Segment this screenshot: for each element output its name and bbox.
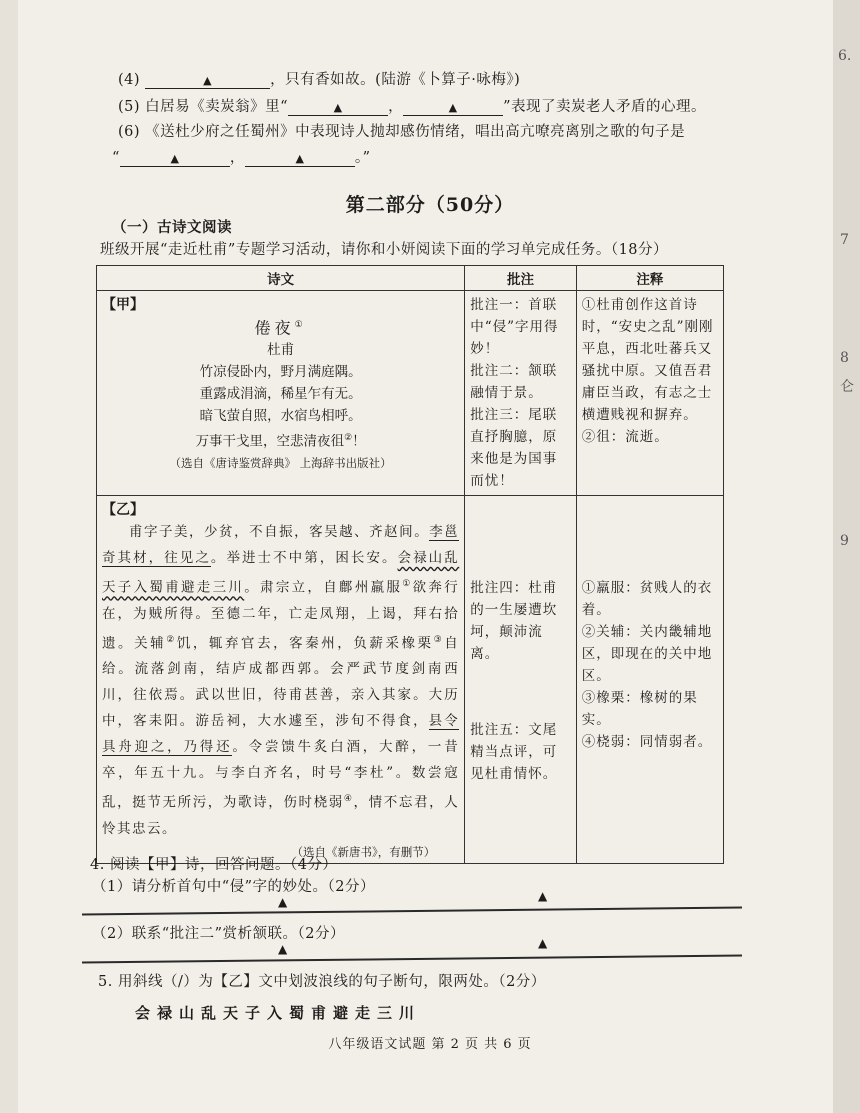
question-5: 5. 用斜线（/）为【乙】文中划波浪线的句子断句，限两处。（2分） bbox=[98, 974, 546, 990]
note-yi-1: ①羸服：贫贱人的衣着。 bbox=[581, 580, 713, 618]
fill-question-5: (5) 白居易《卖炭翁》里“ ▲ ， ▲ ”表现了卖炭老人矛盾的心理。 bbox=[118, 99, 706, 115]
answer-marker: ▲ bbox=[278, 895, 288, 909]
prose-source: （选自《新唐书》，有删节） bbox=[291, 844, 436, 859]
question-4: 4. 阅读【甲】诗，回答问题。（4分） bbox=[90, 857, 338, 873]
fill-question-6-blanks: “ ▲ ， ▲ 。” bbox=[112, 150, 371, 166]
answer-blank[interactable]: ▲ bbox=[288, 100, 388, 116]
jia-annotation-cell bbox=[465, 291, 576, 496]
yi-tag: 【乙】 bbox=[102, 502, 144, 518]
annotation-5: 批注五：文尾精当点评，可见杜甫情怀。 bbox=[470, 722, 558, 782]
annotation-2: 批注二：颔联融情于景。 bbox=[470, 363, 558, 401]
yi-text-cell bbox=[97, 496, 465, 864]
answer-marker: ▲ bbox=[538, 936, 548, 950]
header-notes: 注释 bbox=[576, 266, 723, 291]
section-title: 第二部分（50分） bbox=[345, 194, 515, 216]
poem-line: 竹凉侵卧内，野月满庭隅。 bbox=[199, 364, 362, 381]
answer-blank[interactable]: ▲ bbox=[145, 73, 270, 89]
poem-line: 暗飞萤自照，水宿鸟相呼。 bbox=[199, 408, 362, 425]
note-yi-4: ④桡弱：同情弱者。 bbox=[581, 734, 713, 750]
note-yi-2: ②关辅：关内畿辅地区，即现在的关中地区。 bbox=[581, 624, 713, 684]
poem-line: 重露成涓滴，稀星乍有无。 bbox=[199, 386, 362, 403]
next-page-edge bbox=[833, 0, 860, 1113]
header-annotation: 批注 bbox=[465, 266, 576, 291]
edge-mark: 6. bbox=[838, 48, 852, 64]
note-yi-3: ③橡栗：橡树的果实。 bbox=[581, 690, 698, 728]
yi-annotation-cell bbox=[465, 496, 576, 864]
wavy-underlined-sentence: 会禄山乱天子入蜀甫避走三川 bbox=[102, 550, 460, 596]
annotation-4: 批注四：杜甫的一生屡遭坎坷，颠沛流离。 bbox=[470, 580, 558, 662]
question-4-1: （1）请分析首句中“侵”字的妙处。（2分） bbox=[92, 879, 376, 895]
note-1: ①杜甫创作这首诗时，“安史之乱”刚刚平息，西北吐蕃兵又骚扰中原。又值吾君庸臣当政，有志之士横遭贱视和摒弃。 bbox=[581, 297, 714, 423]
answer-blank[interactable]: ▲ bbox=[120, 151, 230, 167]
edge-mark: 9 bbox=[840, 533, 849, 549]
answer-blank[interactable]: ▲ bbox=[245, 151, 355, 167]
note-2: ②徂：流逝。 bbox=[581, 429, 669, 445]
prose-yi: 甫字子美，少贫，不自振，客吴越、齐赵间。李邕奇其材，往见之。举进士不中第，困长安。会禄山乱天子入蜀甫避走三川。肃宗立，自鄜州羸服①欲奔行在，为贼所得。至德二年，亡走凤翔，上谒，拜右拾遗。关辅②饥，辄弃官去，客秦州，负薪采橡栗③自给。流落剑南，结庐成都西郭。会严武节度剑南西川，往依焉。武以世旧，待甫甚善，亲入其家。大历中，客耒阳。游岳祠，大水遽至，涉旬不得食，县令具舟迎之，乃得还。令尝馈牛炙白酒，大醉，一昔卒，年五十九。与李白齐名，时号“李杜”。数尝寇乱，挺节无所污，为歌诗，伤时桡弱④，情不忘君，人怜其忠云。 bbox=[102, 524, 460, 837]
edge-mark: 仑 bbox=[840, 379, 854, 395]
underlined-sentence: 县令具舟迎之，乃得还 bbox=[102, 713, 460, 755]
yi-notes-cell bbox=[576, 496, 723, 864]
question-4-2: （2）联系“批注二”赏析颔联。（2分） bbox=[92, 926, 346, 942]
underlined-sentence: 李邕奇其材，往见之 bbox=[102, 524, 460, 566]
answer-marker: ▲ bbox=[278, 942, 288, 956]
study-sheet-table bbox=[96, 265, 724, 864]
header-poem: 诗文 bbox=[97, 266, 465, 291]
fill-question-6: (6) 《送杜少府之任蜀州》中表现诗人抛却感伤情绪，唱出高亢嘹亮离别之歌的句子是 bbox=[118, 124, 686, 140]
annotation-3: 批注三：尾联直抒胸臆，原来他是为国事而忧！ bbox=[470, 407, 558, 489]
page-footer: 八年级语文试题 第 2 页 共 6 页 bbox=[328, 1037, 532, 1052]
poem-title: 倦夜 bbox=[254, 318, 295, 338]
fill-question-4: (4) ▲ ，只有香如故。(陆游《卜算子·咏梅》) bbox=[118, 72, 521, 88]
jia-notes-cell bbox=[576, 291, 723, 496]
answer-blank[interactable]: ▲ bbox=[403, 100, 503, 116]
poem-source: （选自《唐诗鉴赏辞典》 上海辞书出版社） bbox=[169, 455, 392, 470]
poem-jia: 倦夜① 杜甫 竹凉侵卧内，野月满庭隅。 重露成涓滴，稀星乍有无。 暗飞萤自照，水宿鸟相呼。 万事干戈里，空悲清夜徂②！ bbox=[102, 314, 459, 453]
poem-line: 万事干戈里，空悲清夜徂②！ bbox=[195, 433, 366, 450]
section-intro: 班级开展“走近杜甫”专题学习活动，请你和小妍阅读下面的学习单完成任务。（18分） bbox=[100, 242, 669, 258]
answer-marker: ▲ bbox=[538, 889, 548, 903]
edge-mark: 7 bbox=[840, 232, 849, 248]
question-5-sentence: 会禄山乱天子入蜀甫避走三川 bbox=[135, 1004, 422, 1022]
jia-text-cell bbox=[97, 291, 465, 496]
poem-author: 杜甫 bbox=[267, 342, 295, 359]
jia-tag: 【甲】 bbox=[102, 297, 144, 313]
edge-mark: 8 bbox=[840, 350, 849, 366]
section-subtitle: （一）古诗文阅读 bbox=[112, 219, 232, 236]
annotation-1: 批注一：首联中“侵”字用得妙！ bbox=[470, 297, 559, 357]
